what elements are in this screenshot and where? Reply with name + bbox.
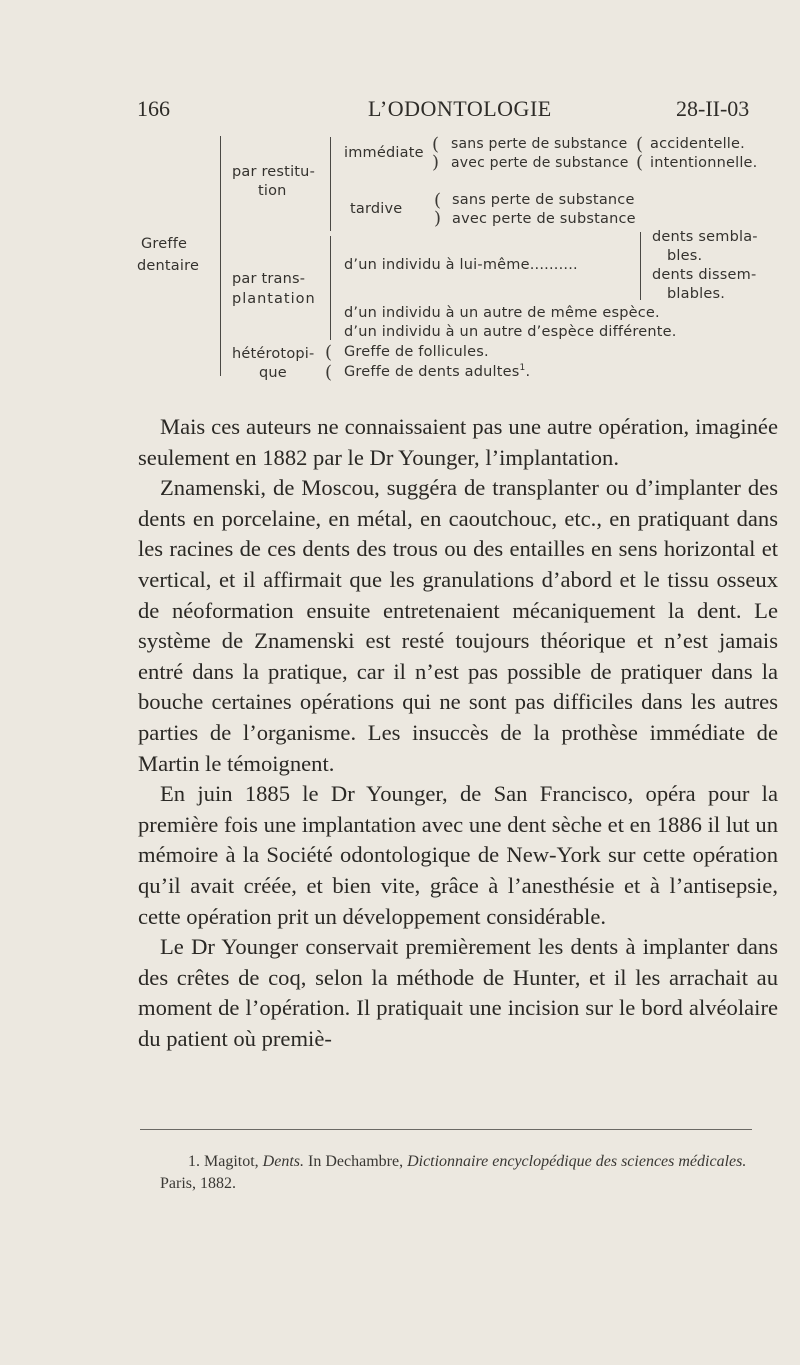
dissemblables-2: blables.	[667, 286, 726, 302]
accidentelle-brace: (	[636, 134, 644, 155]
tardive-brace-top: (	[434, 190, 442, 211]
tardive-brace-bottom: )	[434, 208, 442, 229]
dissemblables-1: dents dissem-	[652, 267, 757, 283]
accidentelle-label: accidentelle.	[650, 136, 745, 152]
tardive-avec-perte: avec perte de substance	[452, 211, 636, 227]
paragraph: En juin 1885 le Dr Younger, de San Francisco, opéra pour la première fois une implantation avec une dent sèche et en 1886 il lut un mémoire à la Société odontologique de New-York sur cette opération qu’il avait créée, et bien vite, grâce à l’anesthésie et à l’antisepsie, cette opération prit un développement considérable.	[138, 781, 778, 929]
footnote-ref: 1	[519, 363, 526, 373]
espece-differente: d’un individu à un autre d’espèce différente.	[344, 324, 677, 340]
footnote-in: In Dechambre,	[308, 1153, 404, 1170]
root-label-1: Greffe	[141, 236, 188, 252]
body-text	[138, 412, 778, 1054]
restitution-label-1: par restitu-	[232, 164, 315, 180]
footnote-number: 1.	[188, 1153, 200, 1170]
paragraph: Mais ces auteurs ne connaissaient pas une autre opération, imaginée seulement en 1882 par le Dr Younger, l’implantation.	[138, 414, 778, 470]
lui-meme-brace	[640, 232, 641, 300]
transplantation-brace	[330, 236, 331, 340]
semblables-2: bles.	[667, 248, 703, 264]
tardive-label: tardive	[350, 201, 403, 217]
tardive-sans-perte: sans perte de substance	[452, 192, 635, 208]
intentionnelle-label: intentionnelle.	[650, 155, 758, 171]
page-number: 166	[137, 96, 170, 121]
footnote-author: Magitot,	[204, 1153, 259, 1170]
transplantation-label-2: plantation	[232, 291, 316, 307]
paragraph: Znamenski, de Moscou, suggéra de transplanter ou d’implanter des dents en porcelaine, en métal, en caoutchouc, etc., en pratiquant dans les racines de ces dents des trous ou des entailles en sens horizontal et vertical, et il affirmait que les granulations d’abord et le tissu osseux de néoformation ensuite entretenaient mécaniquement la dent. Le système de Znamenski est resté toujours théorique et n’est jamais entré dans la pratique, car il n’est pas possible de pratiquer dans la bouche certaines opérations qui ne sont pas difficiles dans les autres parties de l’organisme. Les insuccès de la prothèse immédiate de Martin le témoignent.	[138, 475, 778, 776]
immediate-brace-bottom: )	[432, 152, 440, 173]
running-title: L’ODONTOLOGIE	[368, 96, 552, 121]
lui-meme-label: d’un individu à lui-même..........	[344, 257, 578, 273]
greffe-follicules: Greffe de follicules.	[344, 344, 489, 360]
footnote-place: Paris, 1882.	[160, 1175, 236, 1192]
immediate-label: immédiate	[344, 145, 424, 161]
footnote	[132, 1151, 780, 1195]
heterotopique-label-1: hétérotopi-	[232, 346, 315, 362]
heterotopique-label-2: que	[259, 365, 287, 381]
meme-espece: d’un individu à un autre de même espèce.	[344, 305, 660, 321]
paragraph: Le Dr Younger conservait premièrement les dents à implanter dans des crêtes de coq, selon la méthode de Hunter, et il les arrachait au moment de l’opération. Il pratiquait une incision sur le bord alvéolaire du patient où premiè-	[138, 934, 778, 1051]
issue-date: 28-II-03	[676, 96, 750, 121]
greffe-dents-adultes: Greffe de dents adultes$^1$.	[344, 363, 531, 380]
semblables-1: dents sembla-	[652, 229, 758, 245]
root-brace	[220, 136, 221, 376]
footnote-dictionary: Dictionnaire encyclopédique des sciences médicales.	[407, 1153, 747, 1170]
root-label-2: dentaire	[137, 258, 200, 274]
restitution-label-2: tion	[258, 183, 287, 199]
immediate-brace-top: (	[432, 134, 440, 155]
intentionnelle-brace: (	[636, 152, 644, 173]
transplantation-label-1: par trans-	[232, 271, 306, 287]
footnote-work: Dents.	[262, 1153, 304, 1170]
heterotopique-brace-bottom: (	[325, 362, 333, 383]
footnote-rule	[140, 1129, 752, 1130]
immediate-avec-perte: avec perte de substance	[451, 155, 629, 171]
restitution-brace	[330, 137, 331, 231]
heterotopique-brace-top: (	[325, 342, 333, 363]
immediate-sans-perte: sans perte de substance	[451, 136, 628, 152]
